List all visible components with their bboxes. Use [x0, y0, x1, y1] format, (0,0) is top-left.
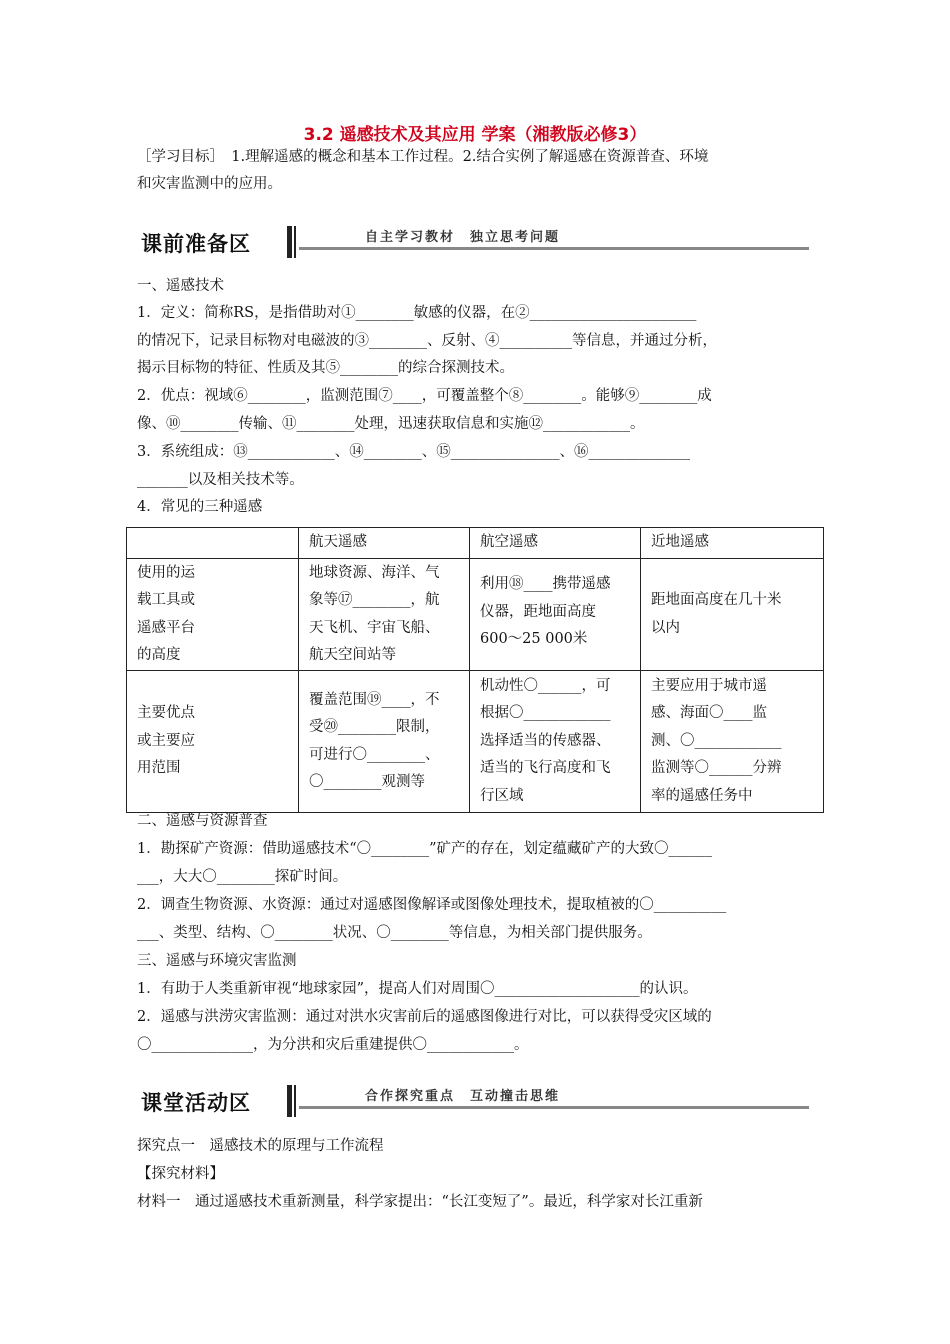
banner-rule — [299, 247, 809, 250]
material-text: 材料一 通过遥感技术重新测量，科学家提出：“长江变短了”。最近，科学家对长江重新 — [137, 1194, 703, 1210]
explore-point: 探究点一 遥感技术的原理与工作流程 — [137, 1138, 384, 1154]
table-cell: 机动性〇______，可 根据〇____________ 选择适当的传感器、 适当的飞行高度和飞 行区域 — [470, 671, 641, 813]
banner-slogan: 合作探究重点 互动撞击思维 — [365, 1089, 561, 1104]
table-row — [127, 559, 824, 671]
material-label: 【探究材料】 — [137, 1166, 224, 1182]
text-line: 像、⑩________传输、⑪________处理，迅速获取信息和实施⑫____________。 — [137, 416, 645, 432]
table-cell: 距地面高度在几十米 以内 — [641, 559, 824, 671]
text-line: ___，大大〇________探矿时间。 — [137, 869, 348, 885]
table-header-cell: 航天遥感 — [299, 528, 470, 559]
table-row — [127, 671, 824, 813]
text-line: 揭示目标物的特征、性质及其⑤________的综合探测技术。 — [137, 360, 514, 376]
text-line: 2．调查生物资源、水资源：通过对遥感图像解译或图像处理技术，提取植被的〇__________ — [137, 897, 727, 913]
banner-label: 课前准备区 — [141, 232, 251, 256]
text-line: ___、类型、结构、〇________状况、〇________等信息，为相关部门提供服务。 — [137, 925, 652, 941]
banner-divider — [294, 1085, 296, 1117]
text-line: 1．有助于人类重新审视“地球家园”，提高人们对周围〇____________________的认识。 — [137, 981, 698, 997]
table-header-row — [127, 528, 824, 559]
text-line: 〇______________，为分洪和灾后重建提供〇____________。 — [137, 1037, 529, 1053]
objective-line-2: 和灾害监测中的应用。 — [137, 176, 282, 192]
banner-divider — [287, 226, 292, 258]
section-heading: 一、遥感技术 — [137, 278, 224, 294]
banner-rule — [299, 1106, 809, 1109]
section-heading: 二、遥感与资源普查 — [137, 813, 268, 829]
section-banner-prep — [137, 226, 809, 260]
text-line: _______以及相关技术等。 — [137, 472, 304, 488]
objective-line-1: ［学习目标］ 1.理解遥感的概念和基本工作过程。2.结合实例了解遥感在资源普查、环境 — [137, 149, 709, 165]
banner-slogan: 自主学习教材 独立思考问题 — [365, 230, 561, 245]
page-title: 3.2 遥感技术及其应用 学案（湘教版必修3） — [303, 125, 647, 145]
table-cell: 使用的运 载工具或 遥感平台 的高度 — [127, 559, 299, 671]
text-line: 的情况下，记录目标物对电磁波的③________、反射、④__________等信息，并通过分析， — [137, 333, 717, 349]
banner-label: 课堂活动区 — [141, 1091, 251, 1115]
text-line: 3．系统组成：⑬____________、⑭________、⑮_______________、⑯______________ — [137, 444, 690, 460]
section-heading: 三、遥感与环境灾害监测 — [137, 953, 297, 969]
table-header-cell — [127, 528, 299, 559]
table-cell: 主要优点 或主要应 用范围 — [127, 671, 299, 813]
table-cell: 地球资源、海洋、气 象等⑰________，航 天飞机、宇宙飞船、 航天空间站等 — [299, 559, 470, 671]
section-banner-class — [137, 1085, 809, 1119]
text-line: 4．常见的三种遥感 — [137, 499, 263, 515]
text-line: 2．遥感与洪涝灾害监测：通过对洪水灾害前后的遥感图像进行对比，可以获得受灾区域的 — [137, 1009, 712, 1025]
table-header-cell: 航空遥感 — [470, 528, 641, 559]
table-cell: 主要应用于城市遥 感、海面〇____监 测、〇____________ 监测等〇______分辨 率的遥感任务中 — [641, 671, 824, 813]
text-line: 1．定义：简称RS，是指借助对①________敏感的仪器，在②_______________________ — [137, 305, 697, 321]
remote-sensing-table — [126, 527, 824, 813]
text-line: 2．优点：视域⑥________，监测范围⑦____，可覆盖整个⑧________。能够⑨________成 — [137, 388, 712, 404]
table-cell: 覆盖范围⑲____，不 受⑳________限制， 可进行〇________、 〇________观测等 — [299, 671, 470, 813]
banner-divider — [287, 1085, 292, 1117]
table-cell: 利用⑱____携带遥感 仪器，距地面高度 600～25 000米 — [470, 559, 641, 671]
text-line: 1．勘探矿产资源：借助遥感技术“〇________”矿产的存在，划定蕴藏矿产的大致〇______ — [137, 841, 713, 857]
table-header-cell: 近地遥感 — [641, 528, 824, 559]
banner-divider — [294, 226, 296, 258]
